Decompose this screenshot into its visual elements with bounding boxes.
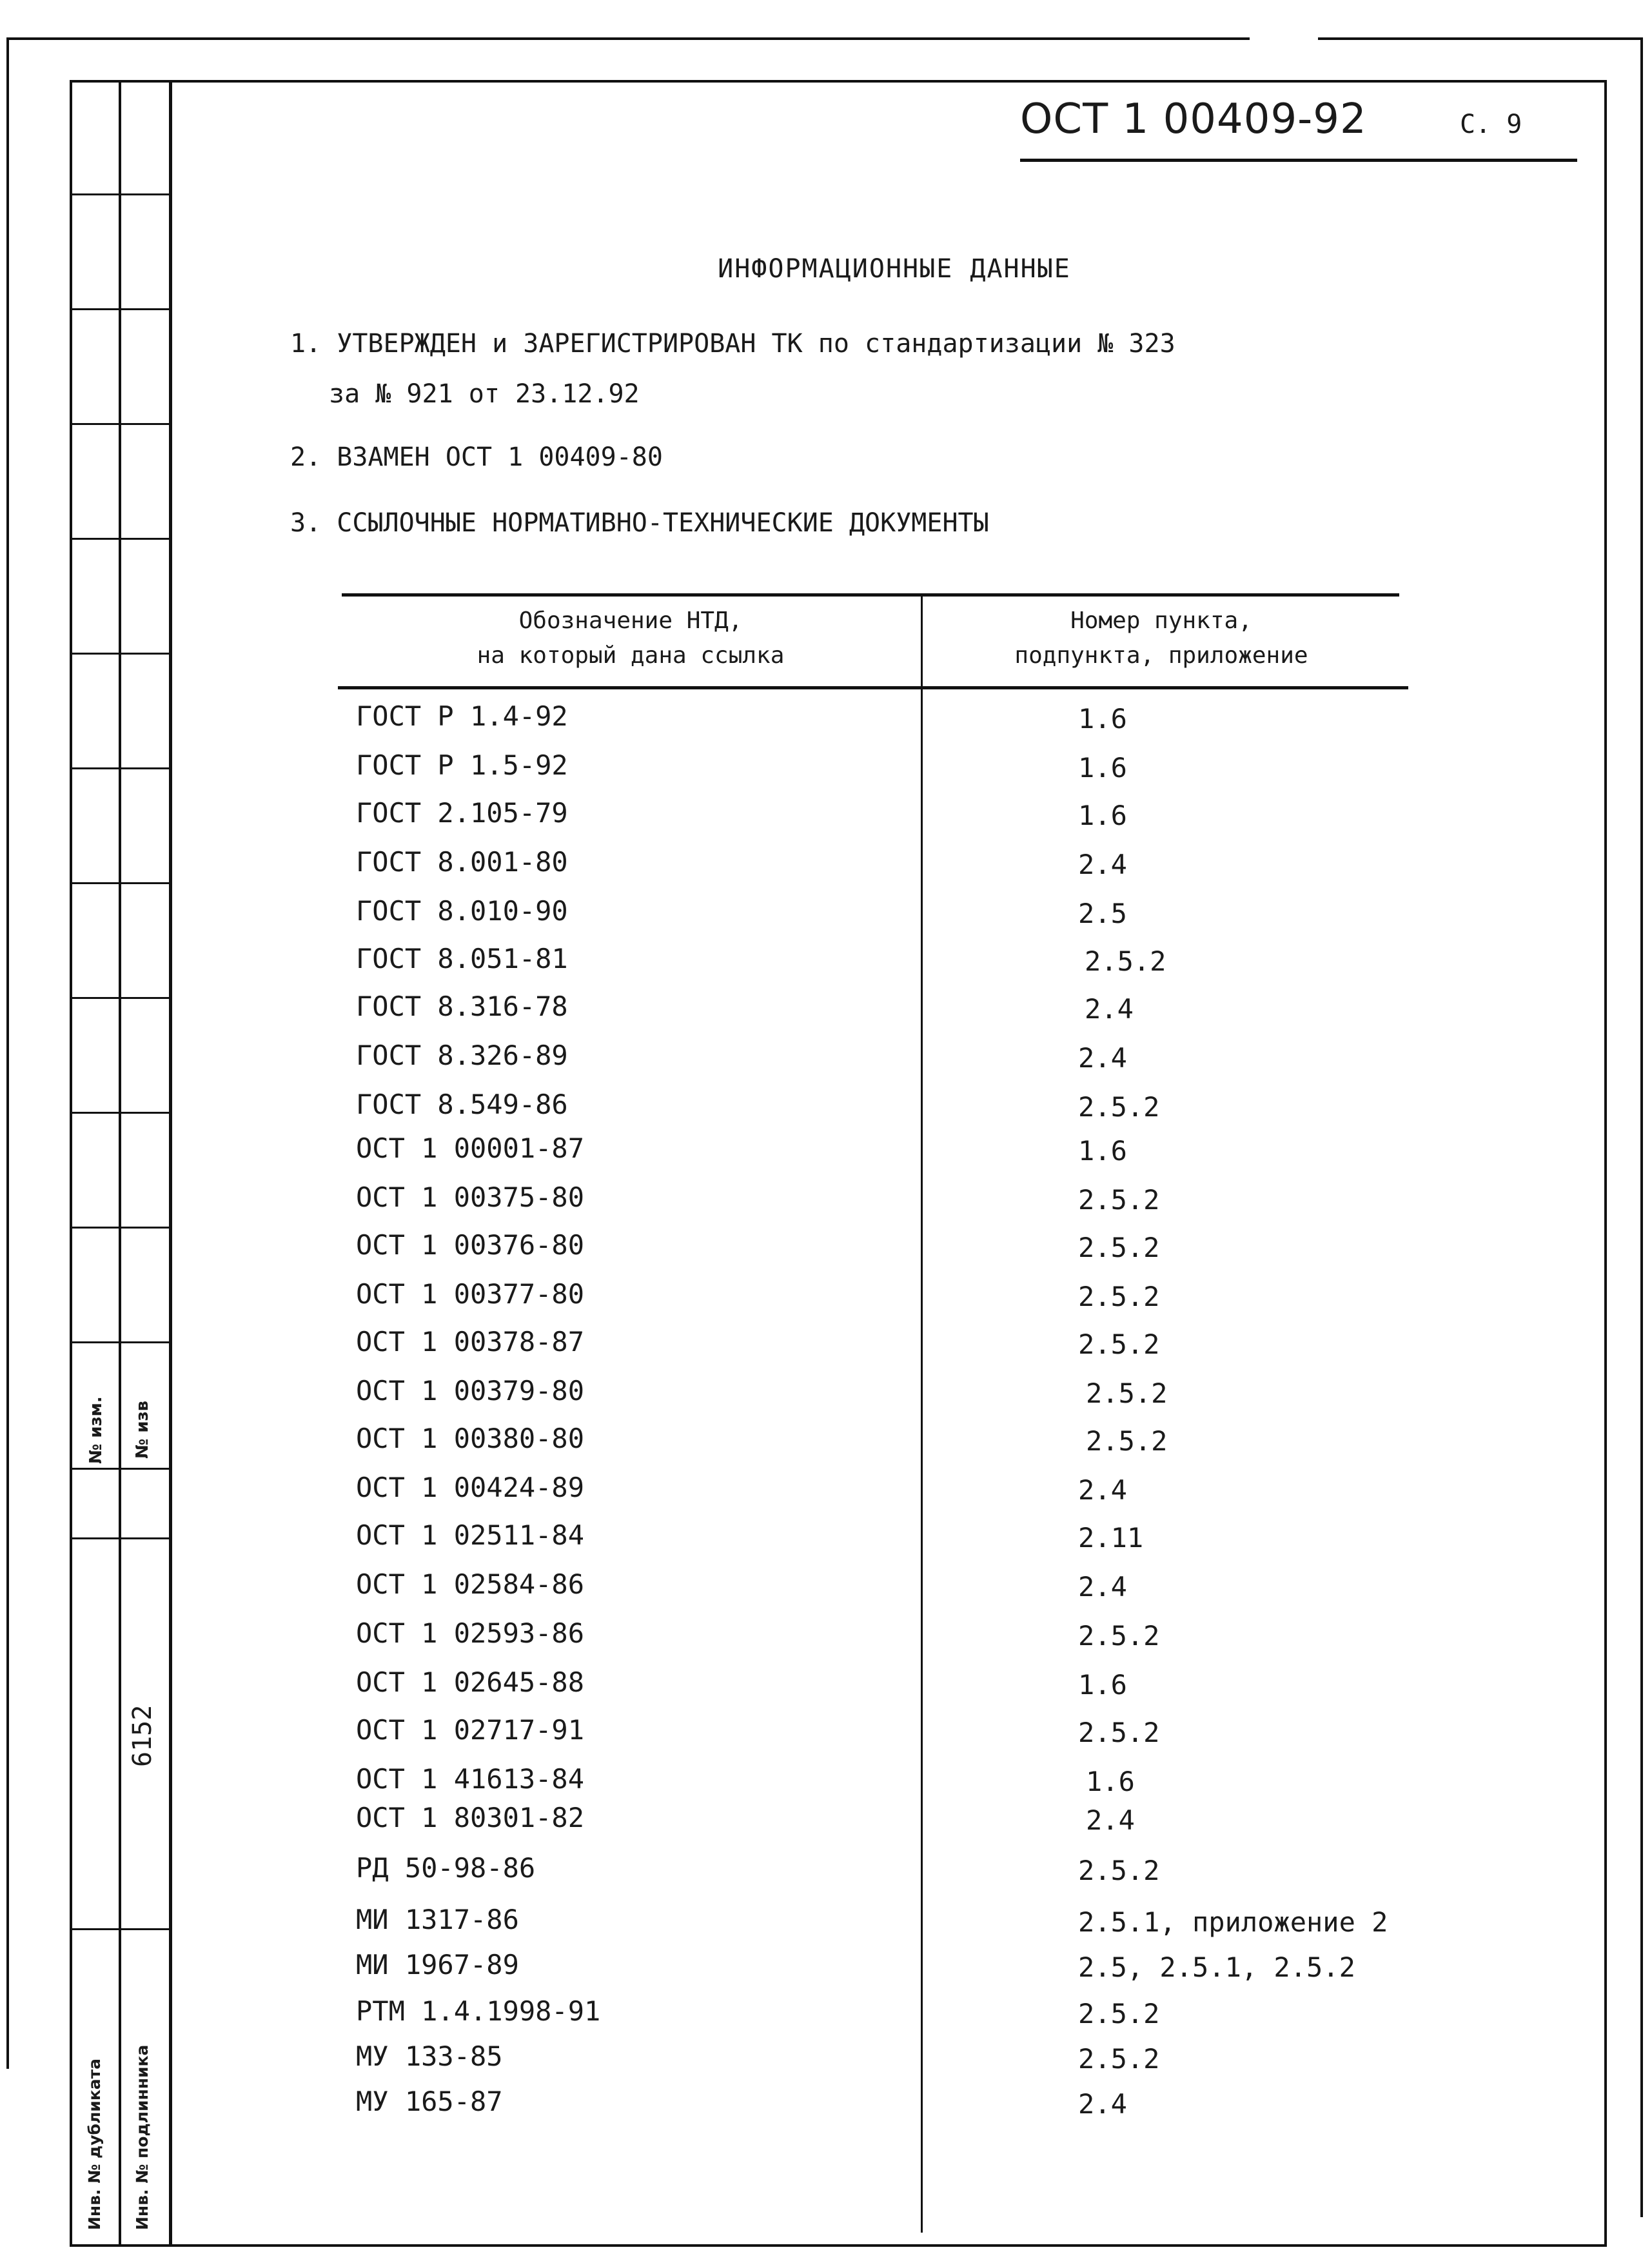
margin-inv-original-value: 6152 [128,1704,157,1767]
table-cell-ref: 2.4 [1078,1571,1127,1603]
document-code: ОСТ 1 00409-92 [1020,95,1367,143]
top-border-right [1318,37,1643,40]
table-cell-doc: ОСТ 1 00001-87 [356,1132,585,1164]
table-cell-doc: ГОСТ 8.316-78 [356,991,568,1022]
margin-row-sep [70,653,170,655]
table-cell-doc: ОСТ 1 02511-84 [356,1519,585,1551]
table-cell-ref: 2.5.2 [1078,2043,1160,2075]
margin-inv-original-label: Инв. № подлинника [133,2044,152,2230]
item-3: 3. ССЫЛОЧНЫЕ НОРМАТИВНО-ТЕХНИЧЕСКИЕ ДОКУМЕНТЫ [290,508,989,538]
margin-row-sep [70,423,170,425]
margin-row-sep [70,882,170,884]
table-cell-ref: 2.5.2 [1078,1232,1160,1263]
table-cell-ref: 1.6 [1078,1669,1127,1701]
table-cell-ref: 1.6 [1078,800,1127,831]
margin-row-sep [70,308,170,310]
margin-row-sep [70,1468,170,1470]
margin-row-sep [70,1928,170,1930]
margin-row-sep [70,1227,170,1229]
table-cell-doc: ГОСТ 8.326-89 [356,1040,568,1071]
table-cell-doc: ОСТ 1 00375-80 [356,1181,585,1213]
table-cell-ref: 1.6 [1078,752,1127,784]
table-header-rule [338,686,1408,689]
margin-inv-duplicate-label: Инв. № дубликата [85,2059,104,2230]
item-2: 2. ВЗАМЕН ОСТ 1 00409-80 [290,442,663,472]
margin-row-sep [70,1537,170,1539]
table-column-divider [921,595,923,2233]
top-border-left [6,37,1250,40]
table-cell-ref: 2.5 [1078,898,1127,929]
table-cell-ref: 2.5.2 [1078,1855,1160,1886]
margin-col-line-2 [119,80,121,2246]
table-cell-ref: 2.11 [1078,1522,1144,1554]
table-cell-doc: ОСТ 1 02645-88 [356,1666,585,1698]
table-cell-ref: 2.5.1, приложение 2 [1078,1906,1388,1938]
table-cell-ref: 2.5.2 [1085,945,1166,977]
table-cell-ref: 2.5.2 [1078,1281,1160,1312]
table-cell-ref: 2.5, 2.5.1, 2.5.2 [1078,1951,1355,1983]
table-cell-doc: РД 50-98-86 [356,1852,536,1884]
table-cell-ref: 2.5.2 [1086,1425,1168,1457]
table-cell-doc: ОСТ 1 00378-87 [356,1326,585,1358]
table-cell-doc: ОСТ 1 02584-86 [356,1568,585,1600]
table-cell-doc: ГОСТ 8.010-90 [356,895,568,927]
section-title: ИНФОРМАЦИОННЫЕ ДАННЫЕ [718,254,1071,284]
table-header-doc: Обозначение НТД, на который дана ссылка [477,607,785,669]
table-cell-ref: 2.5.2 [1086,1377,1168,1409]
table-cell-doc: МУ 165-87 [356,2086,503,2117]
table-cell-ref: 2.5.2 [1078,1620,1160,1652]
outer-right-border [1640,37,1643,2217]
item-1-line-2: за № 921 от 23.12.92 [329,379,640,409]
item-1-line-1: 1. УТВЕРЖДЕН и ЗАРЕГИСТРИРОВАН ТК по стандартизации № 323 [290,329,1175,359]
table-header-ref: Номер пункта, подпункта, приложение [1014,607,1308,669]
table-cell-doc: ГОСТ 8.051-81 [356,943,568,974]
table-cell-doc: МИ 1317-86 [356,1904,519,1935]
table-cell-doc: РТМ 1.4.1998-91 [356,1995,601,2027]
table-cell-doc: ГОСТ Р 1.5-92 [356,749,568,781]
margin-change-no-label: № изм. [86,1396,106,1464]
table-cell-doc: ОСТ 1 41613-84 [356,1763,585,1795]
table-cell-doc: ГОСТ 8.001-80 [356,846,568,878]
table-cell-doc: ОСТ 1 00380-80 [356,1423,585,1454]
table-cell-ref: 2.4 [1085,993,1134,1025]
margin-col-line-3 [169,80,172,2246]
table-cell-doc: ОСТ 1 00376-80 [356,1229,585,1261]
table-cell-doc: ОСТ 1 00379-80 [356,1375,585,1407]
margin-row-sep [70,997,170,999]
table-cell-doc: ОСТ 1 02717-91 [356,1714,585,1746]
margin-col-line-1 [70,80,72,2246]
table-cell-doc: МИ 1967-89 [356,1949,519,1980]
margin-top-line [70,80,1607,83]
table-cell-ref: 1.6 [1078,1135,1127,1167]
table-top-rule [342,593,1399,597]
table-cell-doc: ОСТ 1 00377-80 [356,1278,585,1310]
margin-row-sep [70,193,170,195]
table-cell-ref: 2.4 [1078,849,1127,880]
table-cell-ref: 2.5.2 [1078,1091,1160,1123]
inner-right-border [1604,80,1607,2247]
table-cell-doc: ГОСТ 2.105-79 [356,797,568,829]
margin-row-sep [70,767,170,769]
page-number: С. 9 [1460,110,1522,139]
header-underline [1020,159,1577,162]
bottom-border [70,2244,1607,2247]
table-cell-ref: 2.4 [1078,1474,1127,1506]
table-cell-doc: ОСТ 1 80301-82 [356,1802,585,1833]
table-cell-ref: 2.5.2 [1078,1328,1160,1360]
table-cell-ref: 2.4 [1078,1042,1127,1074]
table-cell-ref: 2.5.2 [1078,1717,1160,1748]
table-cell-ref: 2.5.2 [1078,1998,1160,2029]
table-cell-ref: 2.4 [1078,2088,1127,2120]
table-cell-ref: 1.6 [1086,1766,1135,1797]
margin-row-sep [70,538,170,540]
margin-row-sep [70,1341,170,1343]
outer-left-border [6,37,9,2069]
table-cell-doc: ГОСТ Р 1.4-92 [356,700,568,732]
table-cell-doc: ОСТ 1 00424-89 [356,1472,585,1503]
table-cell-doc: МУ 133-85 [356,2040,503,2072]
margin-row-sep [70,1112,170,1114]
table-cell-doc: ОСТ 1 02593-86 [356,1617,585,1649]
table-cell-ref: 2.4 [1086,1804,1135,1836]
table-cell-ref: 1.6 [1078,703,1127,735]
margin-notice-no-label: № изв [133,1400,152,1459]
table-cell-doc: ГОСТ 8.549-86 [356,1089,568,1120]
table-cell-ref: 2.5.2 [1078,1184,1160,1216]
